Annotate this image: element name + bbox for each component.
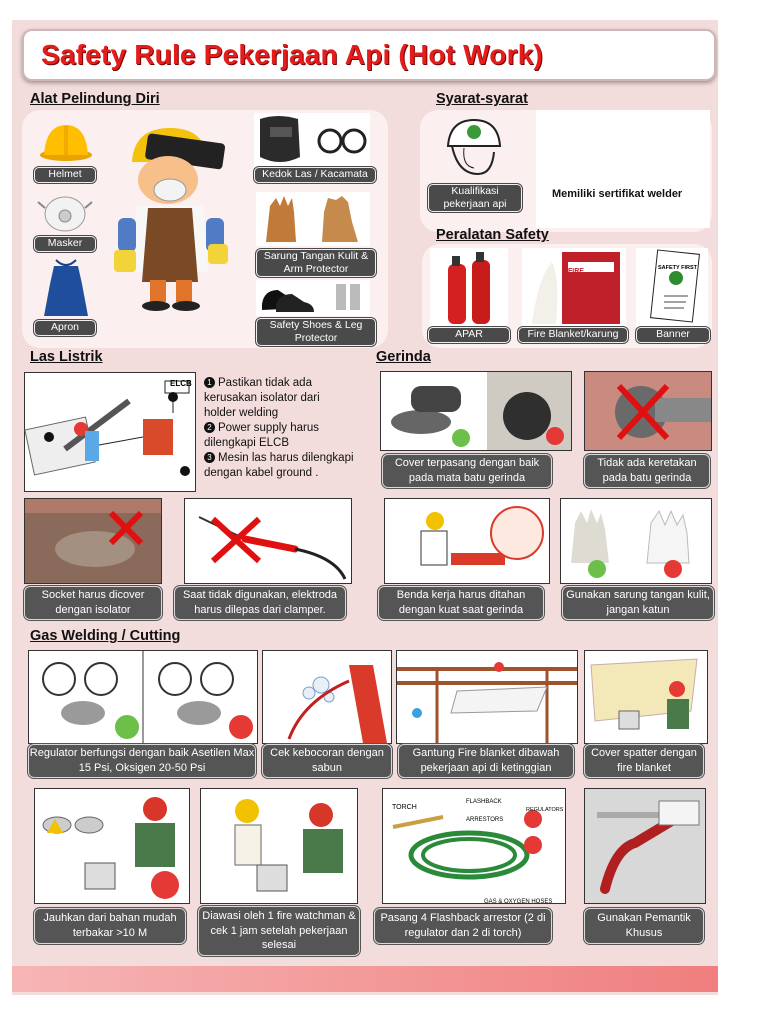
caption-gantung: Gantung Fire blanket dibawah pekerjaan api di ketinggian [398, 744, 574, 778]
elektroda-image [184, 498, 352, 584]
regulator-image [28, 650, 258, 744]
gloves-image [256, 192, 370, 246]
banner-label: Banner [636, 327, 710, 343]
caption-gerinda-cover: Cover terpasang dengan baik pada mata batu gerinda [382, 454, 552, 488]
caption-flashback: Pasang 4 Flashback arrestor (2 di regulator dan 2 di torch) [374, 908, 552, 944]
caption-regulator: Regulator berfungsi dengan baik Asetilen Max 15 Psi, Oksigen 20-50 Psi [28, 744, 256, 778]
section-las: Las Listrik [30, 349, 103, 365]
arrestors-label: FLASHBACK ARRESTORS [466, 799, 504, 823]
caption-socket: Socket harus dicover dengan isolator [24, 586, 162, 620]
caption-spatter: Cover spatter dengan fire blanket [584, 744, 704, 778]
section-gas: Gas Welding / Cutting [30, 628, 181, 644]
welder-character-image [112, 122, 234, 312]
apron-image [38, 258, 94, 318]
helmet-label: Helmet [34, 167, 96, 183]
bottom-band [12, 966, 718, 992]
shoes-label: Safety Shoes & Leg Protector [256, 318, 376, 346]
shoes-image [256, 280, 370, 316]
section-syarat: Syarat-syarat [436, 91, 528, 107]
cek-kebocoran-image [262, 650, 392, 744]
caption-kebocoran: Cek kebocoran dengan sabun [262, 744, 392, 778]
section-gerinda: Gerinda [376, 349, 431, 365]
mask-image [36, 188, 94, 234]
elcb-label: ELCB [170, 379, 192, 388]
banner-text: SAFETY FIRST [658, 265, 698, 271]
las-note-2: 2 Power supply harus dilengkapi ELCB [204, 421, 319, 449]
page-title: Safety Rule Pekerjaan Api (Hot Work) [41, 39, 543, 70]
socket-image [24, 498, 162, 584]
caption-diawasi: Diawasi oleh 1 fire watchman & cek 1 jam setelah pekerjaan selesai [198, 906, 360, 956]
sarung-label: Sarung Tangan Kulit & Arm Protector [256, 249, 376, 277]
apar-image [430, 248, 508, 328]
diawasi-image [200, 788, 358, 904]
las-notes [204, 376, 354, 481]
sertifikat-text: Memiliki sertifikat welder [552, 188, 683, 200]
section-apd: Alat Pelindung Diri [30, 91, 160, 107]
mask-label: Masker [34, 236, 96, 252]
kualifikasi-image [438, 116, 508, 178]
kedok-label: Kedok Las / Kacamata [254, 167, 376, 183]
regulators-label: REGULATORS [526, 807, 564, 813]
caption-elektroda: Saat tidak digunakan, elektroda harus dilepas dari clamper. [174, 586, 346, 620]
gerinda-crack-image [584, 371, 712, 451]
benda-kerja-image [384, 498, 550, 584]
hoses-label: GAS & OXYGEN HOSES [484, 899, 553, 905]
gantung-blanket-image [396, 650, 578, 744]
caption-benda: Benda kerja harus ditahan dengan kuat saat gerinda [378, 586, 544, 620]
apron-label: Apron [34, 320, 96, 336]
sertifikat-box [536, 110, 710, 228]
gerinda-cover-image [380, 371, 572, 451]
caption-pemantik: Gunakan Pemantik Khusus [584, 908, 704, 944]
welding-mask-goggles-image [254, 113, 370, 167]
title-banner [22, 29, 716, 81]
jauhkan-image [34, 788, 190, 904]
pemantik-image [584, 788, 706, 904]
fire-blanket-text: FIRE BLANKET [568, 268, 602, 293]
las-note-3: 3 Mesin las harus dilengkapi dengan kabel ground . [204, 451, 354, 479]
blanket-label: Fire Blanket/karung [518, 327, 628, 343]
section-peralatan: Peralatan Safety [436, 227, 549, 243]
las-note-1: 1 Pastikan tidak ada kerusakan isolator dari holder welding [204, 377, 320, 419]
caption-jauhkan: Jauhkan dari bahan mudah terbakar >10 M [34, 908, 186, 944]
caption-gerinda-crack: Tidak ada keretakan pada batu gerinda [584, 454, 710, 488]
helmet-image [36, 117, 96, 165]
caption-sarung: Gunakan sarung tangan kulit, jangan katun [562, 586, 714, 620]
apar-label: APAR [428, 327, 510, 343]
las-listrik-diagram [24, 372, 196, 492]
kualifikasi-label: Kualifikasi pekerjaan api [428, 184, 522, 212]
torch-label: TORCH [392, 804, 417, 811]
sarung-tangan-image [560, 498, 712, 584]
cover-spatter-image [584, 650, 708, 744]
